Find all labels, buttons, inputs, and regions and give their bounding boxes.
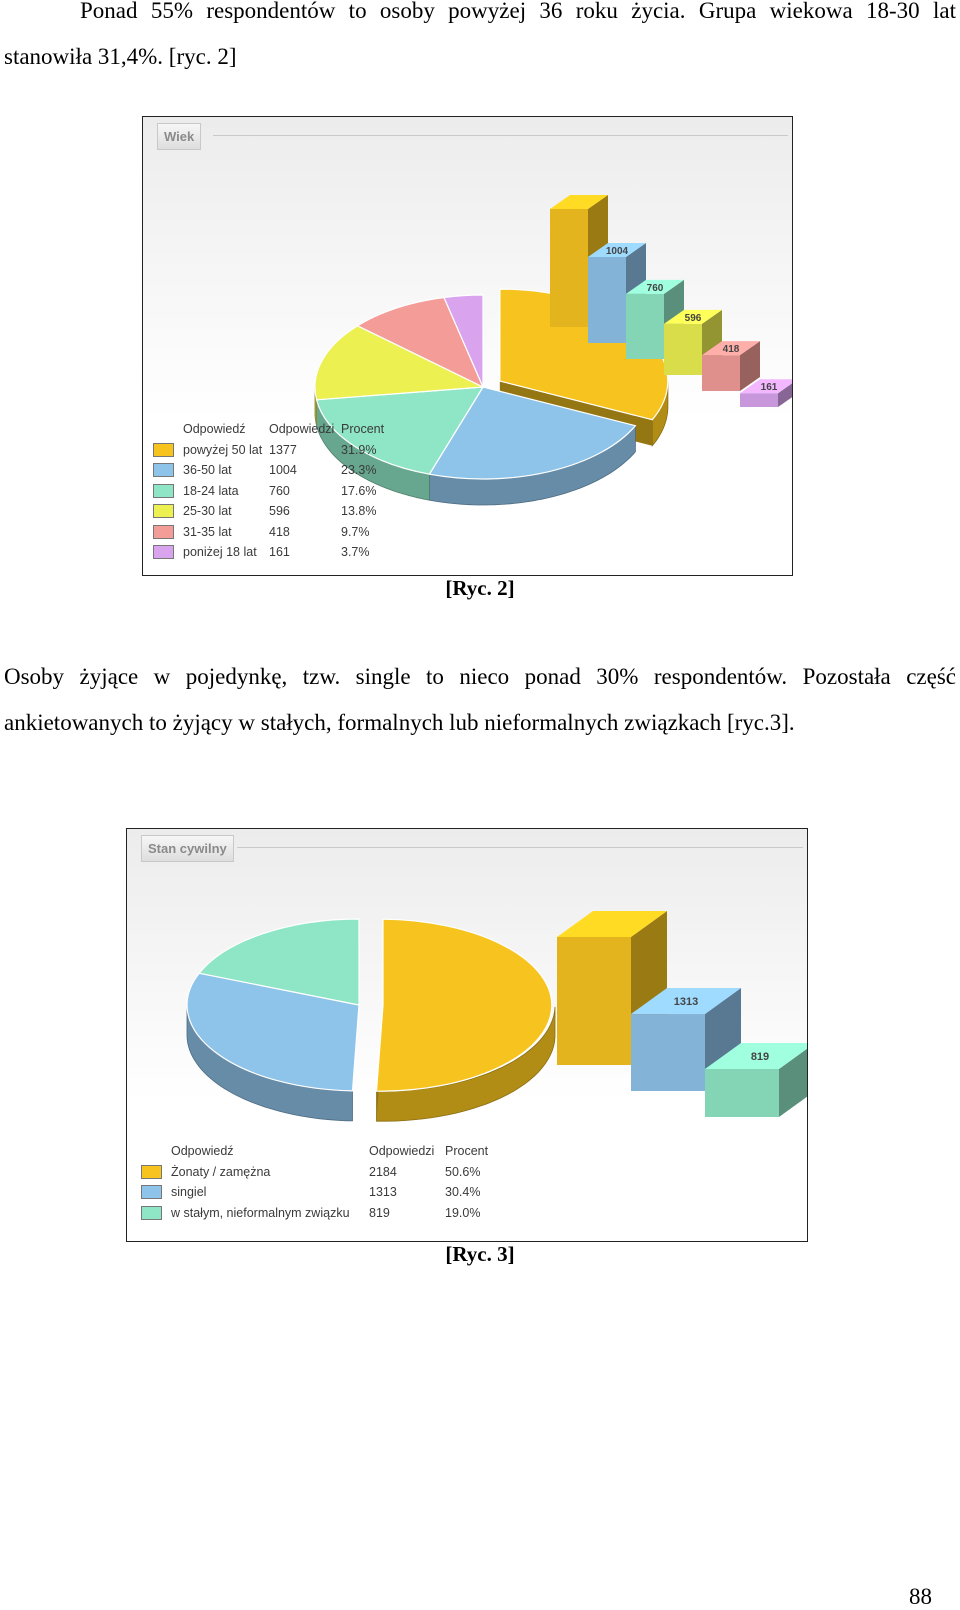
legend-swatch xyxy=(153,504,174,518)
bar-label: 760 xyxy=(646,282,664,294)
legend-percent: 13.8% xyxy=(341,504,377,518)
legend-swatch xyxy=(141,1185,162,1199)
legend-swatch xyxy=(153,443,174,457)
legend-header xyxy=(153,419,483,440)
bar xyxy=(664,324,702,375)
legend-percent: 23.3% xyxy=(341,463,377,477)
page-number: 88 xyxy=(909,1584,932,1609)
age-legend xyxy=(153,419,483,563)
bar xyxy=(550,209,588,327)
legend-row xyxy=(141,1203,521,1224)
legend-count: 1377 xyxy=(269,442,297,457)
legend-header xyxy=(141,1141,521,1162)
legend-label: 36-50 lat xyxy=(183,463,232,477)
legend-swatch xyxy=(141,1206,162,1220)
legend-label: 31-35 lat xyxy=(183,524,232,539)
legend-header-percent: Procent xyxy=(445,1144,489,1158)
legend-percent: 9.7% xyxy=(341,524,370,539)
legend-swatch xyxy=(153,484,174,498)
legend-header-count: Odpowiedzi xyxy=(269,422,335,436)
bar-label: 1313 xyxy=(673,996,699,1009)
legend-header-answer: Odpowiedź xyxy=(183,422,246,436)
legend-header-percent: Procent xyxy=(341,422,385,436)
legend-percent: 17.6% xyxy=(341,483,377,498)
legend-swatch xyxy=(153,545,174,559)
bar xyxy=(740,393,778,407)
legend-percent: 19.0% xyxy=(445,1205,481,1220)
bar xyxy=(557,937,631,1065)
bar xyxy=(702,355,740,391)
bar-label: 596 xyxy=(684,312,702,324)
legend-row xyxy=(153,481,483,502)
legend-label: 25-30 lat xyxy=(183,504,232,518)
legend-percent: 50.6% xyxy=(445,1164,481,1179)
legend-count: 819 xyxy=(369,1205,390,1220)
legend-label: 18-24 lata xyxy=(183,483,239,498)
bar xyxy=(588,257,626,343)
paragraph-marital: Osoby żyjące w pojedynkę, tzw. single to nieco ponad 30% respondentów. Pozostała część ankietowanych to żyjący w stałych, formalnych lub nieformalnych związkach [ryc.3]. xyxy=(4,664,956,735)
legend-row xyxy=(141,1162,521,1183)
legend-count: 2184 xyxy=(369,1164,397,1179)
bar-label: 819 xyxy=(750,1051,770,1063)
legend-header-answer: Odpowiedź xyxy=(171,1144,234,1158)
legend-row xyxy=(153,522,483,543)
legend-count: 1313 xyxy=(369,1185,397,1199)
figure-age-chart xyxy=(142,116,793,576)
chart-title-tab: Stan cywilny xyxy=(141,835,234,862)
legend-row xyxy=(141,1182,521,1203)
figure-caption-3: [Ryc. 3] xyxy=(445,1242,515,1266)
legend-count: 161 xyxy=(269,545,290,559)
bar xyxy=(631,1014,705,1091)
legend-count: 760 xyxy=(269,483,290,498)
bar xyxy=(705,1069,779,1117)
bar-label: 161 xyxy=(760,382,778,394)
legend-row xyxy=(153,501,483,522)
figure-caption-2: [Ryc. 2] xyxy=(445,576,515,600)
marital-legend xyxy=(141,1141,521,1223)
legend-header-count: Odpowiedzi xyxy=(369,1144,435,1158)
legend-count: 596 xyxy=(269,504,290,518)
chart-title-tab: Wiek xyxy=(157,123,201,150)
legend-percent: 3.7% xyxy=(341,545,370,559)
legend-label: powyżej 50 lat xyxy=(183,442,263,457)
legend-swatch xyxy=(141,1165,162,1179)
legend-row xyxy=(153,542,483,563)
legend-row xyxy=(153,460,483,481)
legend-label: w stałym, nieformalnym związku xyxy=(171,1205,350,1220)
legend-percent: 30.4% xyxy=(445,1185,481,1199)
legend-percent: 31.9% xyxy=(341,442,377,457)
legend-label: singiel xyxy=(171,1185,207,1199)
bar-label: 1004 xyxy=(605,245,629,257)
legend-count: 1004 xyxy=(269,463,297,477)
legend-row xyxy=(153,440,483,461)
legend-swatch xyxy=(153,463,174,477)
legend-label: Żonaty / zamężna xyxy=(171,1164,271,1179)
legend-label: poniżej 18 lat xyxy=(183,545,257,559)
paragraph-intro: Ponad 55% respondentów to osoby powyżej 36 roku życia. Grupa wiekowa 18-30 lat stanowiła 31,4%. [ryc. 2] xyxy=(4,0,956,69)
bar-label: 418 xyxy=(722,344,740,356)
bar xyxy=(626,294,664,359)
legend-count: 418 xyxy=(269,524,290,539)
legend-swatch xyxy=(153,525,174,539)
figure-marital-chart xyxy=(126,828,808,1242)
